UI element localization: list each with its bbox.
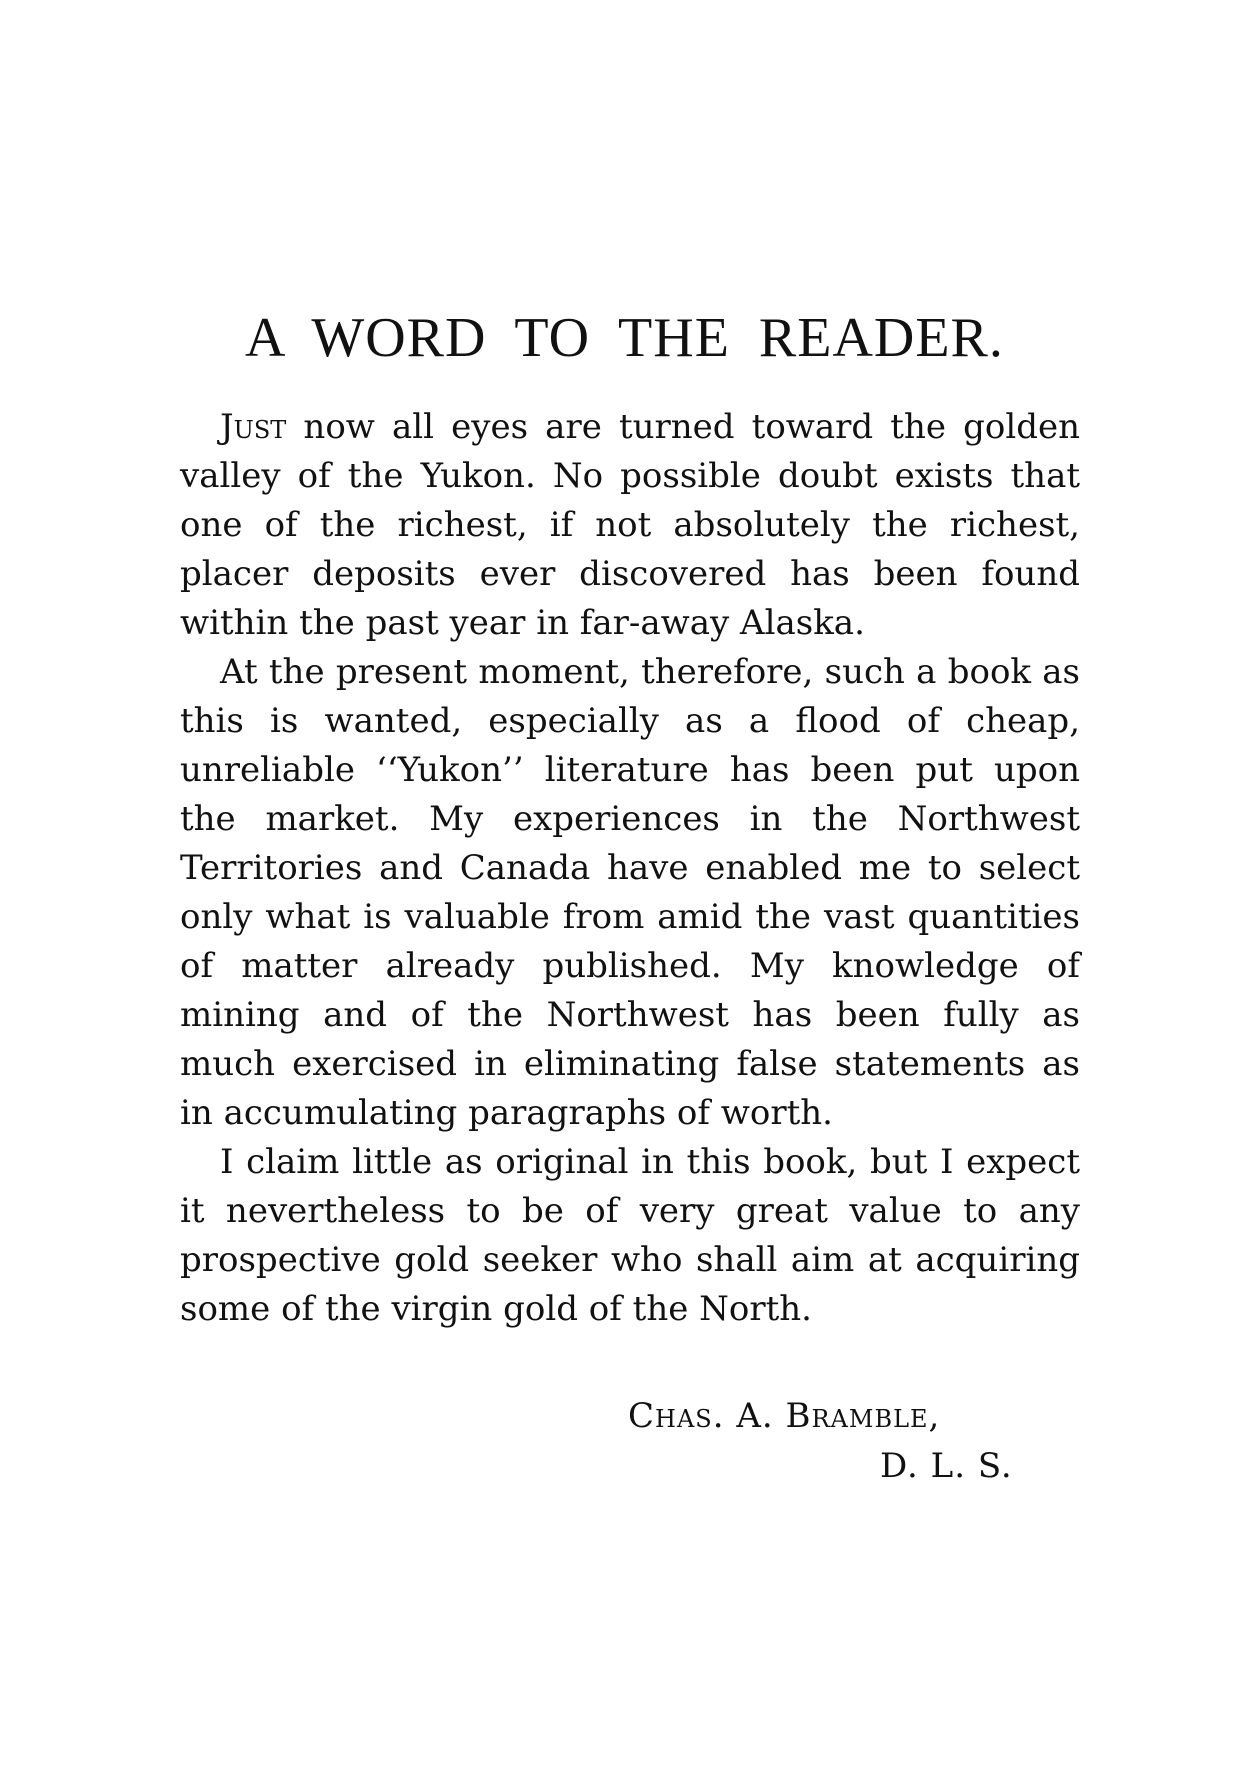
- paragraph-2: [180, 648, 1080, 1138]
- paragraph-3: [180, 1138, 1080, 1334]
- paragraph-text: now all eyes are turned toward the golden valley of the Yukon. No possible doubt exists that one of the richest, if not absolutely the richest, placer deposits ever discovered has been found within the past year in far-away Alaska.: [180, 407, 1080, 643]
- page-title: A WORD TO THE READER.: [245, 307, 1004, 369]
- body-text: [180, 403, 1080, 1334]
- paragraph-text: At the present moment, therefore, such a book as this is wanted, especially as a flood of cheap, unreliable ‘‘Yukon’’ literature has been put upon the market. My experiences in the Northwest Territories and Canada have enabled me to select only what is valuable from amid the vast quantities of matter already published. My knowledge of mining and of the Northwest has been fully as much exercised in eliminating false statements as in accumulating paragraphs of worth.: [180, 652, 1080, 1133]
- paragraph-text: I claim little as original in this book, but I expect it nevertheless to be of very great value to any prospective gold seeker who shall aim at acquiring some of the virgin gold of the North.: [180, 1142, 1080, 1329]
- signature-name: Chas. A. Bramble,: [628, 1396, 941, 1436]
- paragraph-1: [180, 403, 1080, 648]
- paragraph-lead-word: Just: [220, 407, 287, 447]
- signature-credentials: D. L. S.: [880, 1446, 1013, 1486]
